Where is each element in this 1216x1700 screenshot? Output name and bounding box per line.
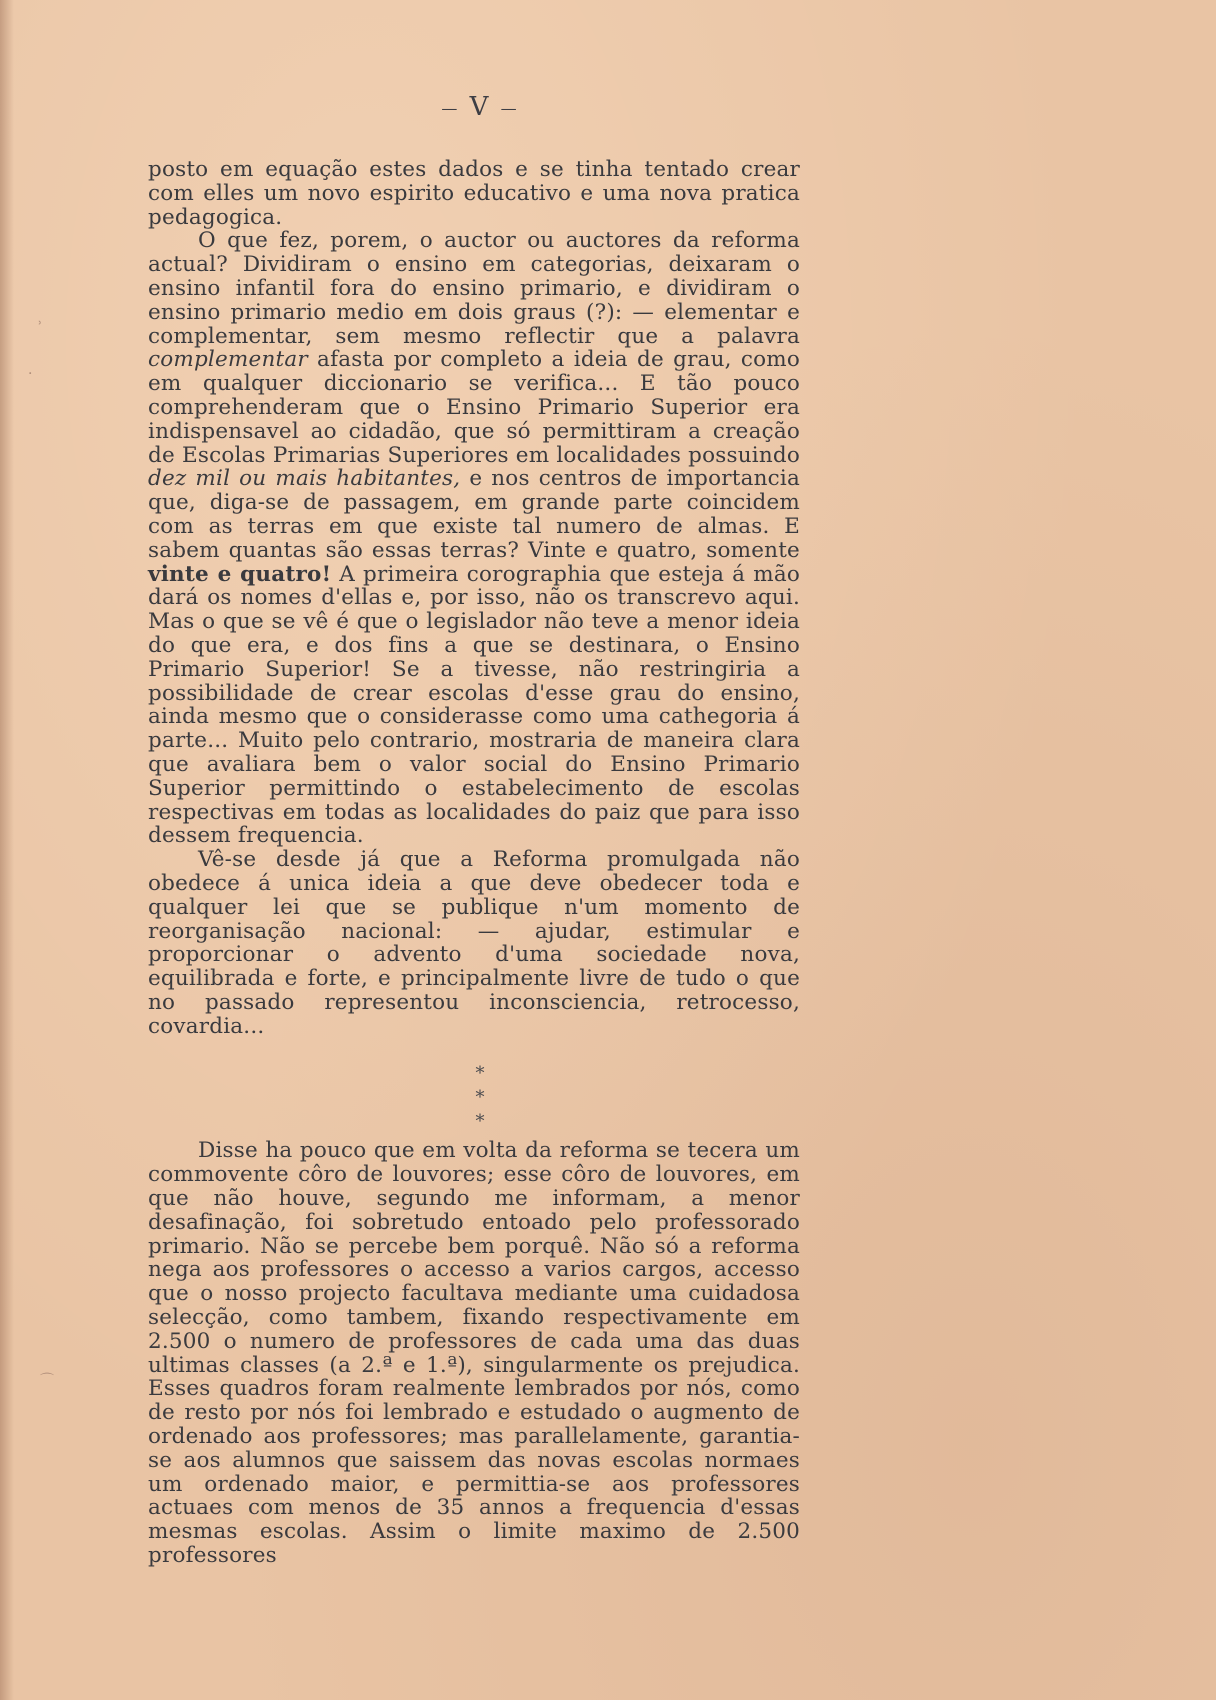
asterism-bottom: *: [475, 1111, 485, 1132]
margin-mark: ˒: [38, 316, 43, 332]
paragraph-1-text: posto em equação estes dados e se tinha tentado crear com elles um novo espirito educativo e uma nova pratica pedagogica.: [148, 157, 800, 230]
paragraph-2-part-b: afasta por completo a ideia de grau, como em qualquer diccionario se verifica... E tão pouco comprehenderam que o Ensino Primario Superior era indispensavel ao cidadão, que só permittiram a creação de Escolas Primarias Superiores em localidades possuindo: [148, 347, 800, 468]
header-dash-right: —: [500, 98, 519, 118]
italic-dez-mil: dez mil ou mais habitantes,: [148, 466, 461, 492]
paragraph-louvores: [148, 1139, 800, 1567]
page-body: [148, 158, 800, 1568]
margin-mark: ⌒: [40, 1373, 54, 1389]
paragraph-reform-critique: [148, 229, 800, 848]
bold-vinte-e-quatro: vinte e quatro!: [148, 561, 332, 587]
header-dash-left: —: [441, 98, 460, 118]
asterism-top: * *: [475, 1063, 525, 1108]
paragraph-continuation: [148, 158, 800, 229]
paragraph-2-part-d: A primeira corographia que esteja á mão dará os nomes d'ellas e, por isso, não os transcrevo aqui. Mas o que se vê é que o legislador não teve a menor ideia do que era, e dos fins a que se destinara, o Ensino Primario Superior! Se a tivesse, não restringiria a possibilidade de crear escolas d'esse grau do ensino, ainda mesmo que o considerasse como uma cathegoria á parte... Muito pelo contrario, mostraria de maneira clara que avaliara bem o valor social do Ensino Primario Superior permittindo o estabelecimento de escolas respectivas em todas as localidades do paiz que para isso dessem frequencia.: [148, 561, 800, 849]
section-asterism: [420, 1062, 540, 1134]
page-header: [0, 92, 960, 122]
page-edge-shadow: [0, 0, 14, 1700]
italic-complementar: complementar: [148, 347, 308, 373]
paragraph-3-text: Vê-se desde já que a Reforma promulgada não obedece á unica ideia a que deve obedecer toda e qualquer lei que se publique n'um momento de reorganisação nacional: — ajudar, estimular e proporcionar o advento d'uma sociedade nova, equilibrada e forte, e principalmente livre de tudo o que no passado representou inconsciencia, retrocesso, covardia...: [148, 847, 800, 1039]
paragraph-2-part-c: e nos centros de importancia que, diga-se de passagem, em grande parte coincidem com as terras em que existe tal numero de almas. E sabem quantas são essas terras? Vinte e quatro, somente: [148, 466, 800, 563]
paragraph-2-part-a: O que fez, porem, o auctor ou auctores da reforma actual? Dividiram o ensino em categorias, deixaram o ensino infantil fora do ensino primario, e dividiram o ensino primario medio em dois graus (?): — elementar e complementar, sem mesmo reflectir que a palavra: [148, 228, 800, 349]
paragraph-4-text: Disse ha pouco que em volta da reforma se tecera um commovente côro de louvores; esse côro de louvores, em que não houve, segundo me informam, a menor desafinação, foi sobretudo entoado pelo professorado primario. Não se percebe bem porquê. Não só a reforma nega aos professores o accesso a varios cargos, accesso que o nosso projecto facultava mediante uma cuidadosa selecção, como tambem, fixando respectivamente em 2.500 o numero de professores de cada uma das duas ultimas classes (a 2.ª e 1.ª), singularmente os prejudica. Esses quadros foram realmente lembrados por nós, como de resto por nós foi lembrado e estudado o augmento de ordenado aos professores; mas parallelamente, garantia-se aos alumnos que saissem das novas escolas normaes um ordenado maior, e permittia-se aos professores actuaes com menos de 35 annos a frequencia d'essas mesmas escolas. Assim o limite maximo de 2.500 professores: [148, 1138, 800, 1569]
margin-mark: ·: [28, 366, 33, 382]
page-number: V: [469, 92, 491, 122]
paragraph-reform-obedience: [148, 848, 800, 1038]
